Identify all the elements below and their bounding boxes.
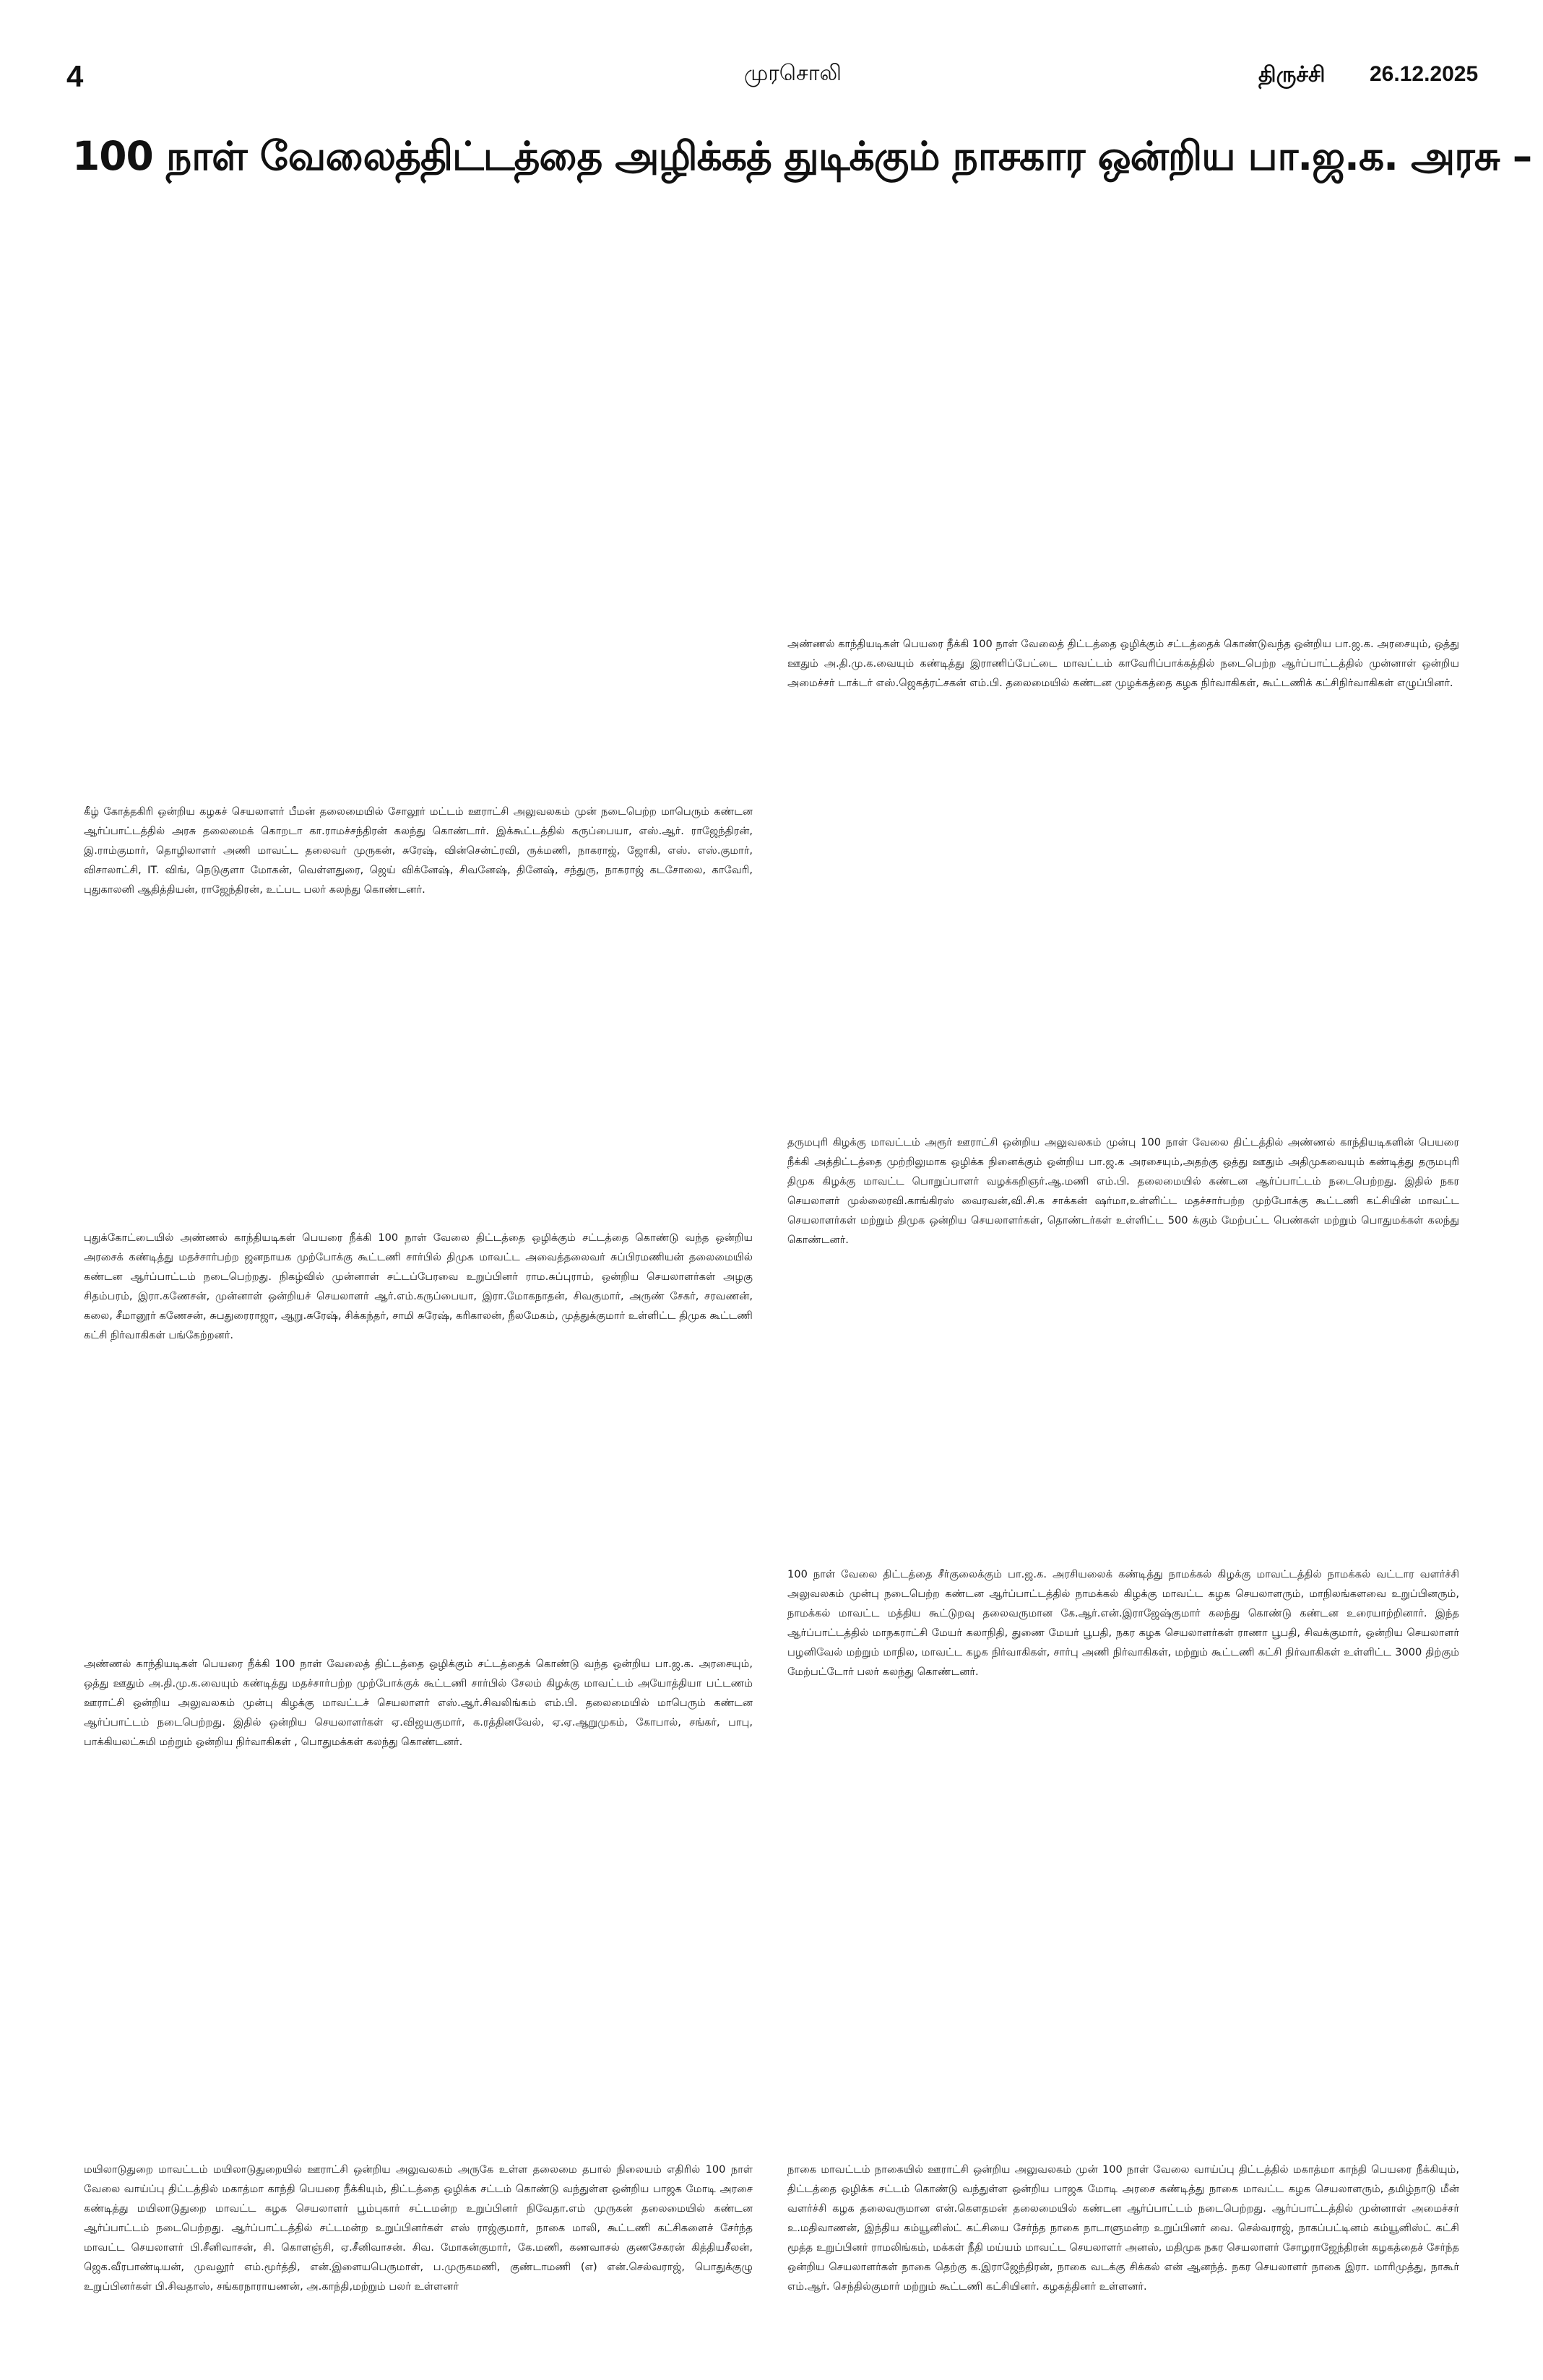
photo-caption-namakkal: 100 நாள் வேலை திட்டத்தை சீர்குலைக்கும் பா.ஜ.க. அரசியலைக் கண்டித்து நாமக்கல் கிழக்கு மாவட்டத்தில் நாமக்கல் வட்டார வளர்ச்சி அலுவலகம் முன்பு நடைபெற்ற கண்டன ஆர்ப்பாட்டத்தில் நாமக்கல் கிழக்கு மாவட்ட கழக செயலாளரும், மாநிலங்களவை உறுப்பினரும், நாமக்கல் மாவட்ட மத்திய கூட்டுறவு தலைவருமான கே.ஆர்.என்.இராஜேஷ்குமார் கலந்து கொண்டு கண்டன உரையாற்றினார். இந்த ஆர்ப்பாட்டத்தில் மாநகராட்சி மேயர் கலாநிதி, துணை மேயர் பூபதி, நகர கழக செயலாளர்கள் ராணா பூபதி, சிவக்குமார், ஒன்றிய செயலாளர் பழனிவேல் மற்றும் மாநில, மாவட்ட கழக நிர்வாகிகள், சார்பு அணி நிர்வாகிகள், மற்றும் கூட்டணி கட்சி நிர்வாகிகள் உள்ளிட்ட 3000 திற்கும் மேற்பட்டோர் பலர் கலந்து கொண்டனர். bbox=[787, 1568, 1459, 1678]
page-header bbox=[0, 0, 1543, 108]
photo-caption-pudukkottai: புதுக்கோட்டையில் அண்ணல் காந்தியடிகள் பெயரை நீக்கி 100 நாள் வேலை திட்டத்தை ஒழிக்கும் சட்டத்தை கொண்டு வந்த ஒன்றிய அரசைக் கண்டித்து மதச்சார்பற்ற ஜனநாயக முற்போக்கு கூட்டணி சார்பில் திமுக மாவட்ட அவைத்தலைவர் சுப்பிரமணியன் தலைமையில் கண்டன ஆர்ப்பாட்டம் நடைபெற்றது. நிகழ்வில் முன்னாள் சட்டப்பேரவை உறுப்பினர் ராம.சுப்புராம், ஒன்றிய செயலாளர்கள் அழகு சிதம்பரம், இரா.கணேசன், முன்னாள் ஒன்றியச் செயலாளர் ஆர்.எம்.கருப்பையா, இரா.மோகநாதன், சிவகுமார், அருண் சேகர், சரவணன், கலை, சீமானூர் கணேசன், சுபதுரைராஜா, ஆறு.சுரேஷ், சிக்கந்தர், சாமி சுரேஷ், கரிகாலன், நீலமேகம், முத்துக்குமார் உள்ளிட்ட திமுக கூட்டணி கட்சி நிர்வாகிகள் பங்கேற்றனர். bbox=[84, 1232, 753, 1341]
photo-caption-mayiladuthurai: மயிலாடுதுறை மாவட்டம் மயிலாடுதுறையில் ஊராட்சி ஒன்றிய அலுவலகம் அருகே உள்ள தலைமை தபால் நிலையம் எதிரில் 100 நாள் வேலை வாய்ப்பு திட்டத்தில் மகாத்மா காந்தி பெயரை நீக்கியும், திட்டத்தை ஒழிக்க சட்டம் கொண்டு வந்துள்ள ஒன்றிய பாஜக மோடி அரசை கண்டித்து மயிலாடுதுறை மாவட்ட கழக செயலாளர் பூம்புகார் சட்டமன்ற உறுப்பினர் நிவேதா.எம் முருகன் தலைமையில் கண்டன ஆர்ப்பாட்டம் நடைபெற்றது. ஆர்ப்பாட்டத்தில் சட்டமன்ற உறுப்பினர்கள் எஸ் ராஜ்குமார், நாகை மாலி, கூட்டணி கட்சிகளைச் சேர்ந்த மாவட்ட செயலாளர் பி.சீனிவாசன், சி. கொளஞ்சி, ஏ.சீனிவாசன். சிவ. மோகன்குமார், கே.மணி, கணவாசல் குணசேகரன் கித்தியசீலன், ஜெக.வீரபாண்டியன், முவலூர் எம்.மூர்த்தி, என்.இளையபெருமாள், ப.முருகமணி, குண்டாமணி (எ) என்.செல்வராஜ், பொதுக்குழு உறுப்பினர்கள் பி.சிவதாஸ், சங்கரநாராயணன், அ.காந்தி,மற்றும் பலர் உள்ளனர் bbox=[84, 2163, 753, 2293]
photo-caption-salem: அண்ணல் காந்தியடிகள் பெயரை நீக்கி 100 நாள் வேலைத் திட்டத்தை ஒழிக்கும் சட்டத்தைக் கொண்டு வந்த ஒன்றிய பா.ஜ.க. அரசையும், ஒத்து ஊதும் அ.தி.மு.க.வையும் கண்டித்து மதச்சார்பற்ற முற்போக்குக் கூட்டணி சார்பில் சேலம் கிழக்கு மாவட்டம் அயோத்தியா பட்டணம் ஊராட்சி ஒன்றிய அலுவலகம் முன்பு கிழக்கு மாவட்டச் செயலாளர் எஸ்.ஆர்.சிவலிங்கம் எம்.பி. தலைமையில் மாபெரும் கண்டன ஆர்ப்பாட்டம் நடைபெற்றது. இதில் ஒன்றிய செயலாளர்கள் ஏ.விஜயகுமார், க.ரத்தினவேல், ஏ.ஏ.ஆறுமுகம், கோபால், சங்கர், பாபு, பாக்கியலட்சுமி மற்றும் ஒன்றிய நிர்வாகிகள் , பொதுமக்கள் கலந்து கொண்டனர். bbox=[84, 1658, 753, 1748]
photo-caption-nagai: நாகை மாவட்டம் நாகையில் ஊராட்சி ஒன்றிய அலுவலகம் முன் 100 நாள் வேலை வாய்ப்பு திட்டத்தில் மகாத்மா காந்தி பெயரை நீக்கியும், திட்டத்தை ஒழிக்க சட்டம் கொண்டு வந்துள்ள ஒன்றிய பாஜக மோடி அரசை கண்டித்து நாகை மாவட்ட கழக செயலாளரும், தமிழ்நாடு மீன் வளர்ச்சி கழக தலைவருமான என்.கௌதமன் தலைமையில் கண்டன ஆர்ப்பாட்டம் நடைபெற்றது. ஆர்ப்பாட்டத்தில் முன்னாள் அமைச்சர் உ.மதிவாணன், இந்திய கம்யூனிஸ்ட் கட்சியை சேர்ந்த நாகை நாடாளுமன்ற உறுப்பினர் வை. செல்வராஜ், நாகப்பட்டினம் கம்யூனிஸ்ட் கட்சி மூத்த உறுப்பினர் ராமலிங்கம், மக்கள் நீதி மய்யம் மாவட்ட செயலாளர் அனஸ், மதிமுக நகர செயலாளர் சோழராஜேந்திரன் கழகத்தைச் சேர்ந்த ஒன்றிய செயலாளர்கள் நாகை தெற்கு க.இராஜேந்திரன், நாகை வடக்கு சிக்கல் என் ஆனந்த். நகர செயலாளர் நாகை இரா. மாரிமுத்து, நாகூர் எம்.ஆர். செந்தில்குமார் மற்றும் கூட்டணி கட்சியினர். கழகத்தினர் உள்ளனர். bbox=[787, 2163, 1459, 2293]
photo-caption-ranipet: அண்ணல் காந்தியடிகள் பெயரை நீக்கி 100 நாள் வேலைத் திட்டத்தை ஒழிக்கும் சட்டத்தைக் கொண்டுவந்த ஒன்றிய பா.ஜ.க. அரசையும், ஒத்து ஊதும் அ.தி.மு.க.வையும் கண்டித்து இராணிப்பேட்டை மாவட்டம் காவேரிப்பாக்கத்தில் நடைபெற்ற ஆர்ப்பாட்டத்தில் முன்னாள் ஒன்றிய அமைச்சர் டாக்டர் எஸ்.ஜெகத்ரட்சகன் எம்.பி. தலைமையில் கண்டன முழக்கத்தை கழக நிர்வாகிகள், கூட்டணிக் கட்சிநிர்வாகிகள் எழுப்பினர். bbox=[787, 638, 1459, 689]
photo-caption-dharmapuri: தருமபுரி கிழக்கு மாவட்டம் அரூர் ஊராட்சி ஒன்றிய அலுவலகம் முன்பு 100 நாள் வேலை திட்டத்தில் அண்ணல் காந்தியடிகளின் பெயரை நீக்கி அத்திட்டத்தை முற்றிலுமாக ஒழிக்க நினைக்கும் ஒன்றிய பா.ஜ.க அரசையும்,அதற்கு ஒத்து ஊதும் அதிமுகவையும் கண்டித்து தருமபுரி திமுக கிழக்கு மாவட்ட பொறுப்பாளர் வழக்கறிஞர்.ஆ.மணி எம்.பி. தலைமையில் கண்டன ஆர்ப்பாட்டம் நடைபெற்றது. இதில் நகர செயலாளர் முல்லைரவி.காங்கிரஸ் வைரவன்,வி.சி.க சாக்கன் ஷர்மா,உள்ளிட்ட மதச்சார்பற்ற முற்போக்கு கூட்டணி கட்சியின் மாவட்ட செயலாளர்கள் மற்றும் திமுக ஒன்றிய செயலாளர்கள், தொண்டர்கள் உள்ளிட்ட 500 க்கும் மேற்பட்ட பெண்கள் மற்றும் பொதுமக்கள் கலந்து கொண்டனர். bbox=[787, 1136, 1459, 1246]
page-headline: 100 நாள் வேலைத்திட்டத்தை அழிக்கத் துடிக்கும் நாசகார ஒன்றிய பா.ஜ.க. அரசு – bbox=[72, 133, 1532, 179]
page-number: 4 bbox=[66, 59, 84, 93]
edition-date: 26.12.2025 bbox=[1370, 62, 1479, 86]
photo-caption-kotagiri: கீழ் கோத்தகிரி ஒன்றிய கழகச் செயலாளர் பீமன் தலைமையில் சோலூர் மட்டம் ஊராட்சி அலுவலகம் முன் நடைபெற்ற மாபெரும் கண்டன ஆர்ப்பாட்டத்தில் அரசு தலைமைக் கொறடா கா.ராமச்சந்திரன் கலந்து கொண்டார். இக்கூட்டத்தில் கருப்பையா, எஸ்.ஆர். ராஜேந்திரன், இ.ராம்குமார், தொழிலாளர் அணி மாவட்ட தலைவர் முருகன், சுரேஷ், வின்சென்ட்ரவி, ருக்மணி, நாகராஜ், ஜோகி, எஸ். எஸ்.குமார், விசாலாட்சி, IT. விங், நெடுகுளா மோகன், வெள்ளதுரை, ஜெய் விக்னேஷ், சிவனேஷ், தினேஷ், சந்துரு, நாகராஜ் கடசோலை, காவேரி, புதுகாலனி ஆதித்தியன், ராஜேந்திரன், உட்பட பலர் கலந்து கொண்டனர். bbox=[84, 805, 753, 896]
newspaper-name: முரசொலி bbox=[744, 61, 842, 86]
edition-city: திருச்சி bbox=[1258, 62, 1326, 87]
